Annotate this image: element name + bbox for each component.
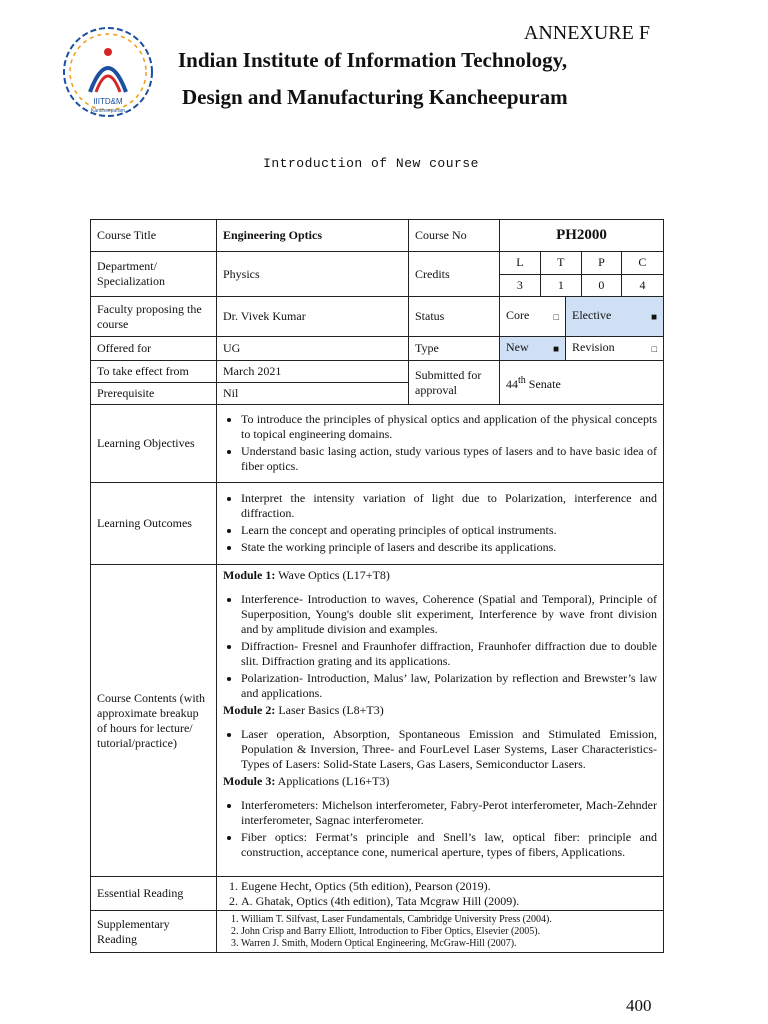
list-item: • Interpret the intensity variation of light due to Polarization, interference and diffraction. [241,491,657,521]
row-course-contents [91,565,664,877]
effect-value: March 2021 [217,361,409,383]
logo-arch [90,68,126,92]
credits-label: Credits [409,252,500,297]
list-item: • Interference- Introduction to waves, Coherence (Spatial and Temporal), Principle of Superposition, Young's double slit experiment, Interference by wave front division and by amplitude division and examples. [241,592,657,637]
supplementary-content [217,911,664,953]
ltpc-header-l: L [500,252,540,274]
row-essential-reading [91,877,664,911]
row-objectives [91,405,664,483]
outcomes-content [217,483,664,565]
list-item: 3. Warren J. Smith, Modern Optical Engineering, McGraw-Hill (2007). [241,938,657,950]
objectives-content [217,405,664,483]
row-department [91,252,664,297]
type-revision-text: Revision [572,340,615,354]
supplementary-label: Supplementary Reading [91,911,217,953]
type-revision [566,337,664,361]
ltpc-value-p: 0 [581,274,621,296]
list-item: • Learn the concept and operating principles of optical instruments. [241,523,657,538]
type-new-text: New [506,340,529,354]
outcomes-label: Learning Outcomes [91,483,217,565]
row-offered [91,337,664,361]
senate-number: 44 [506,377,518,391]
faculty-value: Dr. Vivek Kumar [217,297,409,337]
effect-label: To take effect from [91,361,217,383]
status-core-text: Core [506,308,530,322]
offered-value: UG [217,337,409,361]
list-item: • Polarization- Introduction, Malus’ law, Polarization by reflection and Brewster’s law and applications. [241,671,657,701]
submitted-label: Submitted for approval [409,361,500,405]
list-item: 1. Eugene Hecht, Optics (5th edition), Pearson (2019). [241,879,657,894]
ltpc-header-c: C [621,252,663,274]
list-item: • Understand basic lasing action, study various types of lasers and to have basic idea of fiber optics. [241,444,657,474]
logo-subtext: Kancheepuram [91,108,125,114]
senate-word: Senate [528,377,561,391]
ltpc-value-l: 3 [500,274,540,296]
senate-suffix: th [518,375,526,386]
institute-logo [58,22,158,122]
institute-name-line2: Design and Manufacturing Kancheepuram [182,85,568,109]
type-label: Type [409,337,500,361]
ltpc-header-t: T [540,252,581,274]
department-value: Physics [217,252,409,297]
course-title-value: Engineering Optics [217,220,409,252]
list-item: • Laser operation, Absorption, Spontaneous Emission and Stimulated Emission, Population & Inversion, Three- and FourLevel Laser Systems, Laser Characteristics- Types of Lasers: Solid-State Lasers, Gas Lasers, Semiconductor Lasers. [241,727,657,772]
row-supplementary-reading [91,911,664,953]
credits-grid [500,252,664,297]
course-no-label: Course No [409,220,500,252]
module-2-heading: Module 2: Laser Basics (L8+T3) [223,703,384,717]
list-item: 2. John Crisp and Barry Elliott, Introduction to Fiber Optics, Elsevier (2005). [241,926,657,938]
list-item: • State the working principle of lasers and describe its applications. [241,540,657,555]
row-effect [91,361,664,383]
contents-label: Course Contents (with approximate breakup of hours for lecture/ tutorial/practice) [91,565,217,877]
status-core [500,297,566,337]
course-no-value: PH2000 [500,220,664,252]
list-item: • To introduce the principles of physical optics and application of the physical concepts to topical engineering domains. [241,412,657,442]
essential-content [217,877,664,911]
ltpc-value-c: 4 [621,274,663,296]
submitted-value [500,361,664,405]
faculty-label: Faculty proposing the course [91,297,217,337]
list-item: 1. William T. Silfvast, Laser Fundamentals, Cambridge University Press (2004). [241,914,657,926]
checkbox-empty-icon: □ [651,344,657,354]
contents-body [217,565,664,877]
list-item: • Diffraction- Fresnel and Fraunhofer diffraction, Fraunhofer diffraction due to double slit. Diffraction grating and its applications. [241,639,657,669]
status-elective-text: Elective [572,308,612,322]
type-new [500,337,566,361]
document-subtitle: Introduction of New course [263,156,479,171]
page-number: 400 [626,996,652,1015]
row-outcomes [91,483,664,565]
logo-text: IIITD&M [93,97,123,106]
status-elective [566,297,664,337]
list-item: • Fiber optics: Fermat’s principle and Snell’s law, optical fiber: principle and construction, acceptance cone, numerical aperture, types of fibers, Applications. [241,830,657,860]
module-3-heading: Module 3: Applications (L16+T3) [223,774,390,788]
checkbox-filled-icon: ■ [650,312,657,323]
list-item: • Interferometers: Michelson interferometer, Fabry-Perot interferometer, Mach-Zehnder interferometer, Sagnac interferometer. [241,798,657,828]
list-item: 2. A. Ghatak, Optics (4th edition), Tata Mcgraw Hill (2009). [241,894,657,909]
checkbox-empty-icon: □ [553,312,559,322]
prerequisite-value: Nil [217,383,409,405]
ltpc-header-p: P [581,252,621,274]
course-table [90,219,664,953]
course-title-label: Course Title [91,220,217,252]
institute-name-line1: Indian Institute of Information Technology, [178,48,568,72]
department-label: Department/ Specialization [91,252,217,297]
module-1-heading: Module 1: Wave Optics (L17+T8) [223,568,390,582]
checkbox-filled-icon: ■ [552,344,559,355]
objectives-label: Learning Objectives [91,405,217,483]
ltpc-value-t: 1 [540,274,581,296]
essential-label: Essential Reading [91,877,217,911]
annexure-label: ANNEXURE F [523,22,650,44]
offered-label: Offered for [91,337,217,361]
row-faculty [91,297,664,337]
status-label: Status [409,297,500,337]
row-course-title [91,220,664,252]
prerequisite-label: Prerequisite [91,383,217,405]
